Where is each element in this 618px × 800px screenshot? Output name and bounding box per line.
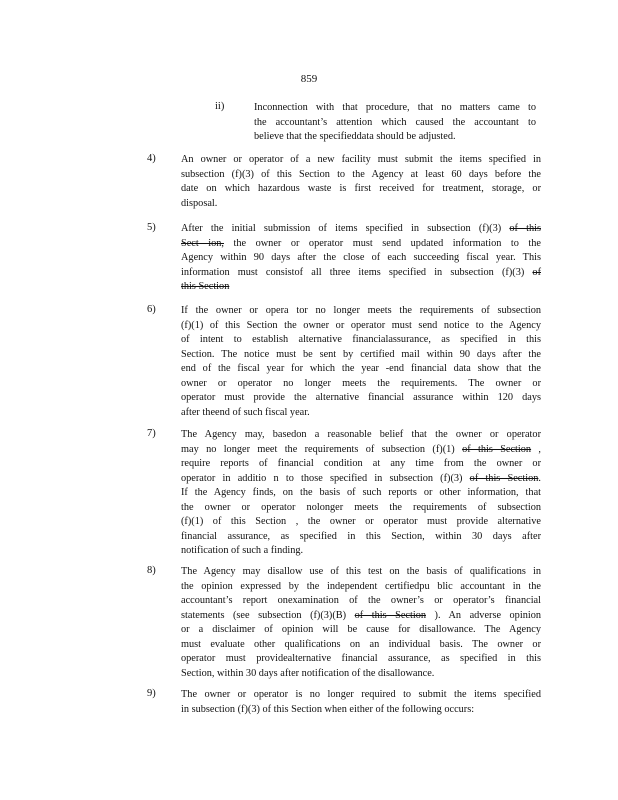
text-line: end of the fiscal year for which the year -end financial data show that the xyxy=(181,363,541,374)
text-line: disposal. xyxy=(181,197,218,209)
paragraph-text xyxy=(181,153,541,211)
text-line: operator must provide the alternative financial assurance within 120 days xyxy=(181,392,541,403)
text-segment: ). An adverse opinion xyxy=(426,609,541,621)
struck-text: of this Section xyxy=(354,609,426,621)
text-line: If the owner or opera tor no longer meets the requirements of subsection xyxy=(181,305,541,316)
text-segment: , xyxy=(531,443,541,455)
text-line: owner or operator no longer meets the requirements. The owner or xyxy=(181,377,541,389)
sub-item-text xyxy=(254,101,536,145)
text-line: The Agency may, basedon a reasonable belief that the owner or operator xyxy=(181,429,541,440)
text-segment: operator in additio n to those specified in subsection (f)(3) xyxy=(181,472,470,484)
struck-text: of xyxy=(532,266,541,278)
text-line: (f)(1) of this Section , the owner or operator must provide alternative xyxy=(181,516,541,527)
text-line: Section. The notice must be sent by certified mail within 90 days after the xyxy=(181,348,541,360)
text-segment: may no longer meet the requirements of subsection (f)(1) xyxy=(181,443,463,455)
paragraph-number: 5) xyxy=(147,222,156,233)
paragraph-number: 6) xyxy=(147,304,156,315)
text-line: The owner or operator is no longer required to submit the items specified xyxy=(181,689,541,700)
text-line: The Agency may disallow use of this test on the basis of qualifications in xyxy=(181,566,541,577)
paragraph-number: 4) xyxy=(147,153,156,164)
text-segment: information must consistof all three items specified in subsection (f)(3) xyxy=(181,266,533,278)
struck-text: this Section xyxy=(181,281,230,292)
sub-item-label: ii) xyxy=(215,101,225,112)
text-line: Agency within 90 days after the close of each succeeding fiscal year. This xyxy=(181,252,541,263)
text-line: If the Agency finds, on the basis of such reports or other information, that xyxy=(181,487,541,498)
text-segment: After the initial submission of items specified in subsection (f)(3) xyxy=(181,223,510,234)
paragraph-number: 8) xyxy=(147,565,156,576)
text-line: require reports of financial condition at any time from the owner or xyxy=(181,458,541,469)
struck-text: of this Section xyxy=(469,472,539,484)
text-line: subsection (f)(3) of this Section to the Agency at least 60 days before the xyxy=(181,168,541,180)
text-line: (f)(1) of this Section the owner or operator must send notice to the Agency xyxy=(181,319,541,331)
struck-text: of this xyxy=(509,223,541,234)
paragraph-text xyxy=(181,222,541,295)
text-line xyxy=(181,443,541,458)
text-line: An owner or operator of a new facility must submit the items specified in xyxy=(181,154,541,165)
text-line: in subsection (f)(3) of this Section when either of the following occurs: xyxy=(181,703,475,715)
text-line xyxy=(181,472,541,487)
text-line: after theend of such fiscal year. xyxy=(181,406,310,418)
text-line: operator must providealternative financial assurance, as specified in this xyxy=(181,653,541,664)
paragraph-number: 7) xyxy=(147,428,156,439)
text-line: believe that the specifieddata should be adjusted. xyxy=(254,131,456,142)
text-line: Section, within 30 days after notification of the disallowance. xyxy=(181,667,435,679)
text-line: date on which hazardous waste is first received for treatment, storage, or xyxy=(181,183,541,194)
text-line xyxy=(181,222,541,237)
text-segment: . xyxy=(538,472,541,484)
text-segment: the owner or operator must send updated information to the xyxy=(223,237,541,249)
text-line xyxy=(181,266,541,281)
struck-text: Sect ion, xyxy=(181,237,224,249)
text-line xyxy=(181,237,541,252)
text-line: the opinion expressed by the independent certifiedpu blic accountant in the xyxy=(181,580,541,592)
text-line: of intent to establish alternative financialassurance, as specified in this xyxy=(181,334,541,345)
text-line: accountant’s report onexamination of the owner’s or operator’s financial xyxy=(181,595,541,606)
text-line: the owner or operator nolonger meets the requirements of subsection xyxy=(181,501,541,513)
text-line: notification of such a finding. xyxy=(181,545,304,556)
text-line: financial assurance, as specified in this Section, within 30 days after xyxy=(181,530,541,542)
paragraph-text xyxy=(181,304,541,420)
paragraph-text xyxy=(181,428,541,559)
text-segment: statements (see subsection (f)(3)(B) xyxy=(181,609,355,621)
paragraph-text xyxy=(181,565,541,681)
text-line: or a disclaimer of opinion will be cause for disallowance. The Agency xyxy=(181,624,541,635)
page-number: 859 xyxy=(300,73,318,85)
paragraph-number: 9) xyxy=(147,688,156,699)
text-line: the accountant’s attention which caused the accountant to xyxy=(254,116,536,128)
text-line: Inconnection with that procedure, that no matters came to xyxy=(254,102,536,113)
paragraph-text xyxy=(181,688,541,717)
text-line xyxy=(181,609,541,624)
text-line xyxy=(181,280,541,295)
struck-text: of this Section xyxy=(462,443,532,455)
text-line: must evaluate other qualifications on an individual basis. The owner or xyxy=(181,638,541,650)
